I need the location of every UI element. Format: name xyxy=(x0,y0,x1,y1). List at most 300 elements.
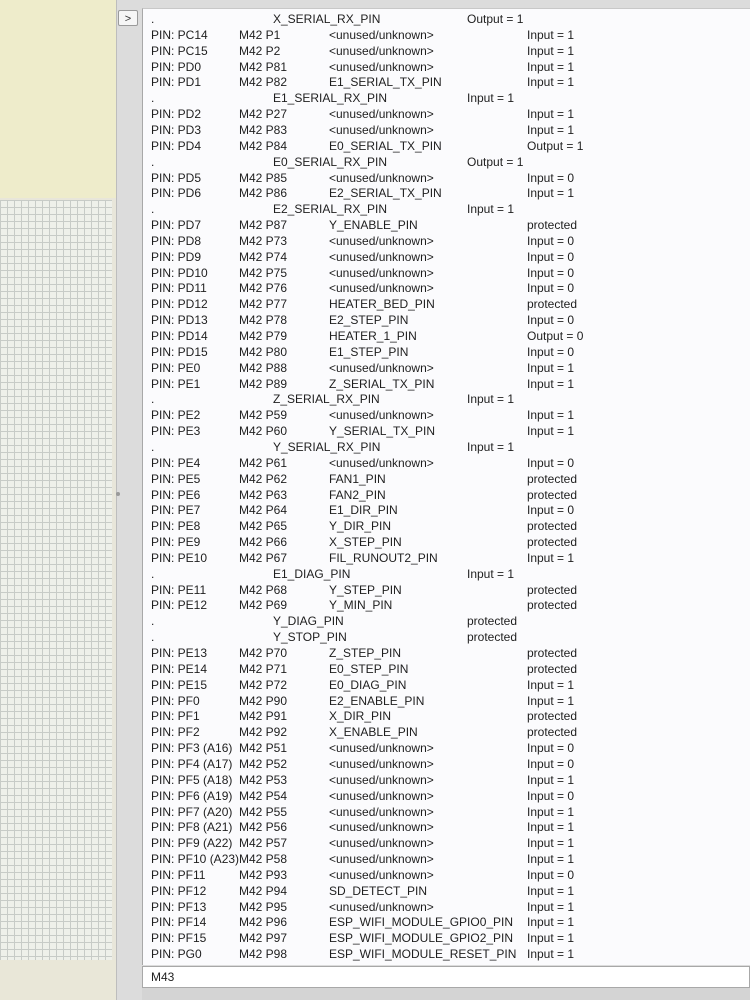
pin-state: Output = 1 xyxy=(467,154,524,169)
pin-state: Input = 0 xyxy=(527,233,575,248)
m42-register: M42 P65 xyxy=(239,519,288,534)
pin-label: PIN: PF12 xyxy=(151,883,207,898)
pin-name: <unused/unknown> xyxy=(329,867,434,882)
m42-register: M42 P57 xyxy=(239,836,288,851)
pin-label: PIN: PD14 xyxy=(151,329,208,343)
pin-state: Input = 0 xyxy=(527,249,575,264)
command-input[interactable] xyxy=(143,967,749,987)
pin-name: HEATER_BED_PIN xyxy=(329,297,435,312)
pin-name: E0_SERIAL_TX_PIN xyxy=(329,138,442,153)
pin-name: <unused/unknown> xyxy=(329,741,434,756)
m42-register: M42 P84 xyxy=(239,138,288,153)
console-line xyxy=(143,629,743,645)
console-line xyxy=(143,930,743,946)
expand-button[interactable]: > xyxy=(118,10,138,26)
pin-label: PIN: PG0 xyxy=(151,947,202,962)
console-line xyxy=(143,677,743,693)
pin-name: <unused/unknown> xyxy=(329,249,434,264)
pin-state: Input = 0 xyxy=(527,265,575,280)
m42-register: M42 P81 xyxy=(239,59,288,74)
console-line xyxy=(143,883,743,899)
pin-name: <unused/unknown> xyxy=(329,27,434,42)
pin-label: PIN: PE13 xyxy=(151,646,208,660)
console-line xyxy=(143,804,743,820)
left-panel-footer xyxy=(0,960,116,1000)
console-output[interactable] xyxy=(142,8,750,965)
m42-register: M42 P64 xyxy=(239,503,288,518)
pin-label: PIN: PE12 xyxy=(151,598,208,613)
m42-register: M42 P88 xyxy=(239,360,288,375)
pin-label: PIN: PD13 xyxy=(151,313,208,328)
pin-name: <unused/unknown> xyxy=(329,455,434,470)
m42-register: M42 P72 xyxy=(239,677,288,692)
m42-register: M42 P86 xyxy=(239,186,288,201)
pin-label: . xyxy=(151,439,155,454)
pin-name: X_SERIAL_RX_PIN xyxy=(273,12,381,26)
pin-label: PIN: PC15 xyxy=(151,43,208,58)
pin-name: E2_ENABLE_PIN xyxy=(329,693,425,708)
m42-register: M42 P79 xyxy=(239,329,288,343)
pin-label: PIN: PE5 xyxy=(151,471,201,486)
m42-register: M42 P78 xyxy=(239,313,288,328)
pin-name: <unused/unknown> xyxy=(329,43,434,58)
console-line xyxy=(143,867,743,883)
pin-name: Y_STEP_PIN xyxy=(329,582,402,597)
pin-name: <unused/unknown> xyxy=(329,170,434,185)
pin-state: Input = 0 xyxy=(527,756,575,771)
pin-name: Z_SERIAL_RX_PIN xyxy=(273,392,380,407)
pin-label: . xyxy=(151,154,155,169)
m42-register: M42 P61 xyxy=(239,455,288,470)
console-line xyxy=(143,613,743,629)
console-line xyxy=(143,566,743,582)
pin-state: Input = 1 xyxy=(527,883,575,898)
m42-register: M42 P96 xyxy=(239,915,288,930)
pin-name: <unused/unknown> xyxy=(329,820,434,835)
m42-register: M42 P1 xyxy=(239,27,281,42)
console-line xyxy=(143,597,743,613)
console-line xyxy=(143,518,743,534)
console-line xyxy=(143,376,743,392)
pin-state: protected xyxy=(527,218,578,233)
pin-name: Y_ENABLE_PIN xyxy=(329,218,418,233)
pin-label: PIN: PD7 xyxy=(151,218,202,233)
pin-label: PIN: PD10 xyxy=(151,265,208,280)
pin-state: Input = 1 xyxy=(527,550,575,565)
pin-name: <unused/unknown> xyxy=(329,233,434,248)
m42-register: M42 P83 xyxy=(239,122,288,137)
console-line xyxy=(143,487,743,503)
pin-name: <unused/unknown> xyxy=(329,107,434,122)
pin-state: Input = 1 xyxy=(527,772,575,787)
pin-name: E0_SERIAL_RX_PIN xyxy=(273,154,388,169)
pin-state: Input = 1 xyxy=(467,439,515,454)
pin-label: PIN: PE14 xyxy=(151,661,208,676)
console-line xyxy=(143,914,743,930)
m42-register: M42 P90 xyxy=(239,693,288,708)
pin-state: Input = 0 xyxy=(527,741,575,756)
pin-label: PIN: PE3 xyxy=(151,424,201,439)
console-line xyxy=(143,550,743,566)
m42-register: M42 P60 xyxy=(239,424,288,439)
pin-label: PIN: PD6 xyxy=(151,186,202,201)
pin-label: PIN: PF2 xyxy=(151,725,200,740)
pin-state: Input = 1 xyxy=(527,122,575,137)
pin-state: Input = 1 xyxy=(527,693,575,708)
console-line xyxy=(143,312,743,328)
pin-name: Y_DIR_PIN xyxy=(329,519,392,534)
pin-label: PIN: PE6 xyxy=(151,487,201,502)
pin-state: protected xyxy=(527,582,578,597)
pin-state: Input = 0 xyxy=(527,455,575,470)
m42-register: M42 P58 xyxy=(239,852,288,867)
console-line xyxy=(143,502,743,518)
console-line xyxy=(143,185,743,201)
pin-label: . xyxy=(151,91,155,106)
pin-label: PIN: PC14 xyxy=(151,27,208,42)
pin-label: . xyxy=(151,566,155,581)
pin-state: Input = 1 xyxy=(527,75,575,90)
console-line xyxy=(143,851,743,867)
console-line xyxy=(143,217,743,233)
m42-register: M42 P98 xyxy=(239,947,288,962)
pin-name: E1_STEP_PIN xyxy=(329,344,409,359)
console-line xyxy=(143,819,743,835)
pin-label: PIN: PD4 xyxy=(151,138,202,153)
console-line xyxy=(143,27,743,43)
console-line xyxy=(143,170,743,186)
pin-state: Input = 0 xyxy=(527,788,575,803)
pin-label: . xyxy=(151,12,155,26)
m42-register: M42 P69 xyxy=(239,598,288,613)
console-line xyxy=(143,360,743,376)
pin-name: FAN2_PIN xyxy=(329,487,386,502)
m42-register: M42 P54 xyxy=(239,788,288,803)
console-line xyxy=(143,59,743,75)
m42-register: M42 P80 xyxy=(239,344,288,359)
m42-register: M42 P85 xyxy=(239,170,288,185)
m42-register: M42 P75 xyxy=(239,265,288,280)
pin-state: Input = 1 xyxy=(527,360,575,375)
pin-state: protected xyxy=(527,535,578,550)
pin-name: E1_DIR_PIN xyxy=(329,503,398,518)
pin-name: FIL_RUNOUT2_PIN xyxy=(329,550,438,565)
console-line xyxy=(143,946,743,962)
pin-state: Input = 1 xyxy=(467,392,515,407)
console-line xyxy=(143,265,743,281)
pin-state: protected xyxy=(467,614,518,629)
pin-label: PIN: PF9 (A22) xyxy=(151,836,233,851)
pin-state: Input = 0 xyxy=(527,867,575,882)
pin-state: protected xyxy=(467,630,518,645)
pin-name: E1_DIAG_PIN xyxy=(273,566,351,581)
console-line xyxy=(143,708,743,724)
pin-name: <unused/unknown> xyxy=(329,408,434,423)
console-line xyxy=(143,122,743,138)
pin-state: Input = 1 xyxy=(527,27,575,42)
m42-register: M42 P70 xyxy=(239,646,288,660)
pin-state: protected xyxy=(527,661,578,676)
pin-label: PIN: PF7 (A20) xyxy=(151,804,233,819)
console-line xyxy=(143,344,743,360)
console-line xyxy=(143,423,743,439)
pin-label: PIN: PD12 xyxy=(151,297,208,312)
console-line xyxy=(143,249,743,265)
pin-label: PIN: PF10 (A23) xyxy=(151,852,240,867)
pin-label: PIN: PF15 xyxy=(151,931,207,946)
pin-label: PIN: PE2 xyxy=(151,408,201,423)
console-line xyxy=(143,661,743,677)
pin-name: <unused/unknown> xyxy=(329,804,434,819)
console-line xyxy=(143,439,743,455)
pin-label: . xyxy=(151,630,155,645)
pin-name: X_ENABLE_PIN xyxy=(329,725,418,740)
pin-state: Input = 1 xyxy=(527,59,575,74)
pin-state: protected xyxy=(527,725,578,740)
console-line xyxy=(143,471,743,487)
pin-name: E0_STEP_PIN xyxy=(329,661,409,676)
pin-state: Input = 0 xyxy=(527,313,575,328)
pin-state: Input = 1 xyxy=(527,931,575,946)
m42-register: M42 P71 xyxy=(239,661,288,676)
pin-state: Input = 1 xyxy=(527,804,575,819)
console-line xyxy=(143,201,743,217)
pin-name: SD_DETECT_PIN xyxy=(329,883,428,898)
left-panel xyxy=(0,0,117,1000)
pin-label: PIN: PD0 xyxy=(151,59,202,74)
pin-state: protected xyxy=(527,471,578,486)
pin-label: PIN: PE0 xyxy=(151,360,201,375)
pin-state: Input = 1 xyxy=(467,566,515,581)
pin-label: PIN: PE8 xyxy=(151,519,201,534)
console-line xyxy=(143,43,743,59)
m42-register: M42 P55 xyxy=(239,804,288,819)
console-line xyxy=(143,90,743,106)
pin-name: Z_SERIAL_TX_PIN xyxy=(329,376,435,391)
pin-state: protected xyxy=(527,297,578,312)
pin-state: Output = 1 xyxy=(527,138,584,153)
command-bar[interactable] xyxy=(142,966,750,988)
pin-name: <unused/unknown> xyxy=(329,281,434,296)
pin-label: PIN: PE1 xyxy=(151,376,201,391)
m42-register: M42 P2 xyxy=(239,43,281,58)
console-line xyxy=(143,724,743,740)
pin-label: PIN: PF6 (A19) xyxy=(151,788,233,803)
pin-state: protected xyxy=(527,519,578,534)
pin-name: X_STEP_PIN xyxy=(329,535,402,550)
m42-register: M42 P94 xyxy=(239,883,288,898)
pin-name: <unused/unknown> xyxy=(329,772,434,787)
pin-state: protected xyxy=(527,487,578,502)
pin-state: Input = 1 xyxy=(527,376,575,391)
pin-state: protected xyxy=(527,646,578,660)
m42-register: M42 P67 xyxy=(239,550,288,565)
pin-label: PIN: PE4 xyxy=(151,455,201,470)
m42-register: M42 P92 xyxy=(239,725,288,740)
pin-state: Input = 1 xyxy=(527,820,575,835)
pin-name: HEATER_1_PIN xyxy=(329,329,417,343)
console-line xyxy=(143,582,743,598)
pin-label: PIN: PD1 xyxy=(151,75,202,90)
console-line xyxy=(143,534,743,550)
pin-label: PIN: PE11 xyxy=(151,582,207,597)
m42-register: M42 P62 xyxy=(239,471,288,486)
m42-register: M42 P87 xyxy=(239,218,288,233)
pin-state: Input = 1 xyxy=(527,677,575,692)
pin-name: Y_DIAG_PIN xyxy=(273,614,344,629)
pin-state: protected xyxy=(527,598,578,613)
pin-label: PIN: PF0 xyxy=(151,693,200,708)
pin-label: PIN: PD8 xyxy=(151,233,202,248)
console-line xyxy=(143,772,743,788)
console-line xyxy=(143,74,743,90)
pin-label: PIN: PF14 xyxy=(151,915,207,930)
pin-label: . xyxy=(151,202,155,217)
pin-name: X_DIR_PIN xyxy=(329,709,392,724)
pin-state: Output = 1 xyxy=(467,12,524,26)
pin-name: Y_SERIAL_TX_PIN xyxy=(329,424,436,439)
pin-name: Y_STOP_PIN xyxy=(273,630,347,645)
pin-state: Input = 1 xyxy=(467,91,515,106)
m42-register: M42 P97 xyxy=(239,931,288,946)
m42-register: M42 P73 xyxy=(239,233,288,248)
m42-register: M42 P63 xyxy=(239,487,288,502)
console-line xyxy=(143,899,743,915)
pin-state: Input = 0 xyxy=(527,170,575,185)
pin-label: PIN: PE10 xyxy=(151,550,208,565)
m42-register: M42 P56 xyxy=(239,820,288,835)
pin-name: <unused/unknown> xyxy=(329,852,434,867)
pin-name: ESP_WIFI_MODULE_GPIO0_PIN xyxy=(329,915,514,930)
console-line xyxy=(143,455,743,471)
pin-name: E1_SERIAL_TX_PIN xyxy=(329,75,442,90)
console-line xyxy=(143,233,743,249)
pin-label: PIN: PF13 xyxy=(151,899,207,914)
pin-name: ESP_WIFI_MODULE_RESET_PIN xyxy=(329,947,517,962)
pin-name: <unused/unknown> xyxy=(329,836,434,851)
m42-register: M42 P59 xyxy=(239,408,288,423)
pin-name: <unused/unknown> xyxy=(329,122,434,137)
pin-name: Y_MIN_PIN xyxy=(329,598,393,613)
pin-state: Input = 0 xyxy=(527,503,575,518)
console-line xyxy=(143,328,743,344)
pin-name: FAN1_PIN xyxy=(329,471,386,486)
m42-register: M42 P52 xyxy=(239,756,288,771)
pin-label: . xyxy=(151,614,155,629)
console-line xyxy=(143,391,743,407)
pin-label: PIN: PD15 xyxy=(151,344,208,359)
pin-state: Output = 0 xyxy=(527,329,584,343)
pin-state: Input = 1 xyxy=(527,836,575,851)
console-line xyxy=(143,693,743,709)
m42-register: M42 P53 xyxy=(239,772,288,787)
console-line xyxy=(143,11,743,27)
console-line xyxy=(143,106,743,122)
resize-handle[interactable] xyxy=(116,492,120,496)
pin-label: PIN: PF11 xyxy=(151,867,206,882)
console-line xyxy=(143,280,743,296)
m42-register: M42 P93 xyxy=(239,867,288,882)
pin-name: E2_SERIAL_RX_PIN xyxy=(273,202,388,217)
console-line xyxy=(143,835,743,851)
pin-label: PIN: PF5 (A18) xyxy=(151,772,233,787)
console-line xyxy=(143,154,743,170)
window-bottom-edge xyxy=(142,988,750,1000)
m42-register: M42 P51 xyxy=(239,741,288,756)
pin-label: PIN: PE15 xyxy=(151,677,208,692)
pin-label: PIN: PF8 (A21) xyxy=(151,820,233,835)
pin-name: Y_SERIAL_RX_PIN xyxy=(273,439,381,454)
pin-state: Input = 0 xyxy=(527,281,575,296)
console-line xyxy=(143,138,743,154)
pin-state: protected xyxy=(527,709,578,724)
pin-name: <unused/unknown> xyxy=(329,265,434,280)
m42-register: M42 P27 xyxy=(239,107,288,122)
m42-register: M42 P91 xyxy=(239,709,288,724)
console-line xyxy=(143,645,743,661)
pin-name: E2_SERIAL_TX_PIN xyxy=(329,186,442,201)
pin-label: . xyxy=(151,392,155,407)
pin-label: PIN: PD2 xyxy=(151,107,202,122)
pin-state: Input = 1 xyxy=(527,107,575,122)
pin-state: Input = 1 xyxy=(527,947,575,962)
pin-name: <unused/unknown> xyxy=(329,756,434,771)
pin-state: Input = 1 xyxy=(527,186,575,201)
pin-state: Input = 1 xyxy=(527,424,575,439)
pin-label: PIN: PF3 (A16) xyxy=(151,741,233,756)
pin-state: Input = 1 xyxy=(527,852,575,867)
pin-label: PIN: PD5 xyxy=(151,170,202,185)
m42-register: M42 P76 xyxy=(239,281,288,296)
left-panel-header xyxy=(0,0,116,198)
pin-name: <unused/unknown> xyxy=(329,899,434,914)
m42-register: M42 P82 xyxy=(239,75,288,90)
pin-state: Input = 1 xyxy=(527,915,575,930)
pin-label: PIN: PF1 xyxy=(151,709,200,724)
pin-name: E2_STEP_PIN xyxy=(329,313,409,328)
m42-register: M42 P68 xyxy=(239,582,288,597)
pin-state: Input = 0 xyxy=(527,344,575,359)
pin-label: PIN: PF4 (A17) xyxy=(151,756,233,771)
graph-grid xyxy=(0,200,112,960)
pin-state: Input = 1 xyxy=(527,408,575,423)
console-line xyxy=(143,756,743,772)
pin-label: PIN: PD9 xyxy=(151,249,202,264)
pin-name: <unused/unknown> xyxy=(329,59,434,74)
pin-name: <unused/unknown> xyxy=(329,788,434,803)
m42-register: M42 P66 xyxy=(239,535,288,550)
m42-register: M42 P77 xyxy=(239,297,288,312)
m42-register: M42 P89 xyxy=(239,376,288,391)
console-line xyxy=(143,296,743,312)
console-line xyxy=(143,407,743,423)
console-line xyxy=(143,788,743,804)
pin-state: Input = 1 xyxy=(527,899,575,914)
pin-name: ESP_WIFI_MODULE_GPIO2_PIN xyxy=(329,931,514,946)
pin-name: <unused/unknown> xyxy=(329,360,434,375)
pin-label: PIN: PE9 xyxy=(151,535,201,550)
m42-register: M42 P74 xyxy=(239,249,288,264)
pin-name: E1_SERIAL_RX_PIN xyxy=(273,91,388,106)
console-line xyxy=(143,740,743,756)
pin-state: Input = 1 xyxy=(467,202,515,217)
pin-name: Z_STEP_PIN xyxy=(329,646,402,660)
pin-label: PIN: PD11 xyxy=(151,281,207,296)
pin-label: PIN: PE7 xyxy=(151,503,201,518)
m42-register: M42 P95 xyxy=(239,899,288,914)
pin-label: PIN: PD3 xyxy=(151,122,202,137)
pin-name: E0_DIAG_PIN xyxy=(329,677,407,692)
